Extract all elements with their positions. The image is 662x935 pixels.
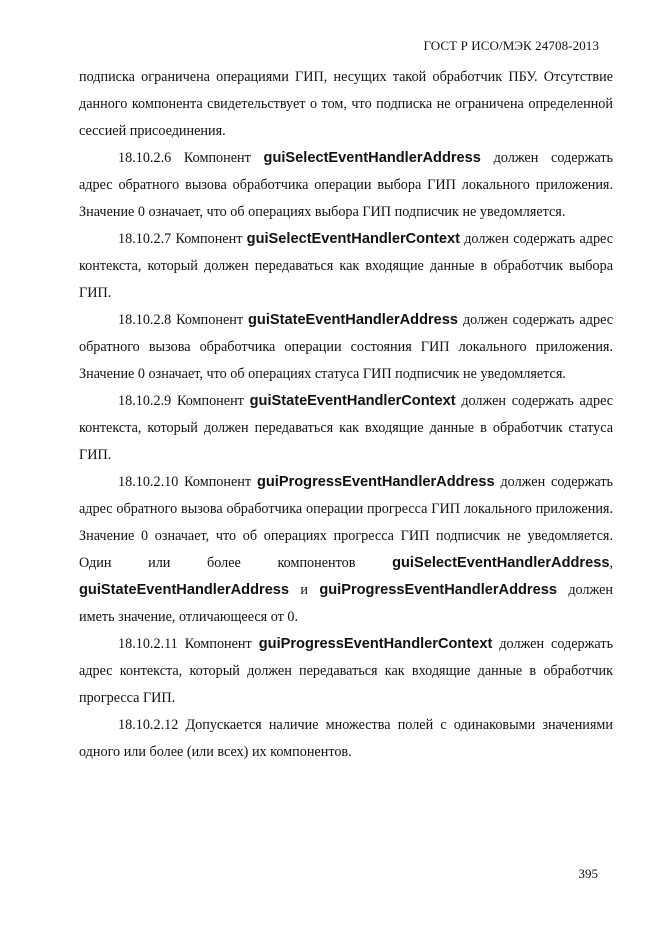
clause-18-10-2-8	[79, 307, 613, 388]
component-name: guiStateEventHandlerContext	[249, 393, 456, 409]
paragraph-continuation	[79, 64, 613, 145]
clause-keyword: Компонент	[175, 231, 243, 247]
component-name: guiProgressEventHandlerContext	[258, 636, 493, 652]
component-name: guiStateEventHandlerAddress	[247, 312, 459, 328]
clause-18-10-2-7	[79, 226, 613, 307]
clause-keyword: Компонент	[176, 393, 244, 409]
clause-number: 18.10.2.9	[118, 393, 172, 409]
component-name: guiProgressEventHandlerAddress	[319, 582, 557, 598]
clause-text: должен иметь значение, отличающееся от 0.	[79, 582, 614, 625]
clause-text: должен содержать адрес контекста, который должен передаваться как входящие данные в обработчик статуса ГИП.	[79, 393, 614, 463]
clause-18-10-2-12	[79, 712, 613, 766]
clause-keyword: Компонент	[184, 474, 252, 490]
clause-18-10-2-6	[79, 145, 613, 226]
clause-text: должен содержать адрес обратного вызова обработчика операции состояния ГИП локального приложения. Значение 0 означает, что об операциях статуса ГИП подписчик не уведомляется.	[79, 312, 614, 382]
clause-keyword: Компонент	[184, 636, 252, 652]
page-number: 395	[578, 866, 598, 881]
component-name: guiSelectEventHandlerAddress	[263, 150, 481, 166]
clause-text: должен содержать адрес контекста, который должен передаваться как входящие данные в обработчик прогресса ГИП.	[79, 636, 614, 706]
separator: и	[300, 582, 308, 598]
clause-text: должен содержать адрес контекста, который должен передаваться как входящие данные в обработчик выбора ГИП.	[79, 231, 614, 301]
clause-number: 18.10.2.11	[118, 636, 178, 652]
clause-keyword: Компонент	[176, 312, 244, 328]
clause-text: должен содержать адрес обратного вызова обработчика операции выбора ГИП локального приложения. Значение 0 означает, что об операциях выбора ГИП подписчик не уведомляется.	[79, 150, 614, 220]
clause-18-10-2-9	[79, 388, 613, 469]
clause-number: 18.10.2.6	[118, 150, 172, 166]
component-name: guiStateEventHandlerAddress	[79, 582, 290, 598]
component-name: guiSelectEventHandlerContext	[246, 231, 460, 247]
clause-number: 18.10.2.10	[118, 474, 179, 490]
clause-number: 18.10.2.12	[118, 717, 179, 733]
clause-keyword: Компонент	[183, 150, 251, 166]
clause-number: 18.10.2.7	[118, 231, 172, 247]
clause-text: должен содержать адрес обратного вызова обработчика операции прогресса ГИП локального приложения. Значение 0 означает, что об операциях прогресса ГИП подписчик не уведомляется. Один или более компонентов	[79, 474, 614, 571]
body-text	[79, 64, 613, 766]
clause-18-10-2-11	[79, 631, 613, 712]
component-name: guiSelectEventHandlerAddress	[392, 555, 610, 571]
component-name: guiProgressEventHandlerAddress	[256, 474, 495, 490]
clause-18-10-2-10	[79, 469, 613, 631]
clause-number: 18.10.2.8	[118, 312, 172, 328]
clause-text: Допускается наличие множества полей с одинаковыми значениями одного или более (или всех) их компонентов.	[79, 717, 613, 760]
running-header: ГОСТ Р ИСО/МЭК 24708-2013	[423, 38, 599, 53]
paragraph-text: подписка ограничена операциями ГИП, несущих такой обработчик ПБУ. Отсутствие данного компонента свидетельствует о том, что подписка не ограничена определенной сессией присоединения.	[79, 69, 613, 139]
separator: ,	[609, 555, 613, 571]
